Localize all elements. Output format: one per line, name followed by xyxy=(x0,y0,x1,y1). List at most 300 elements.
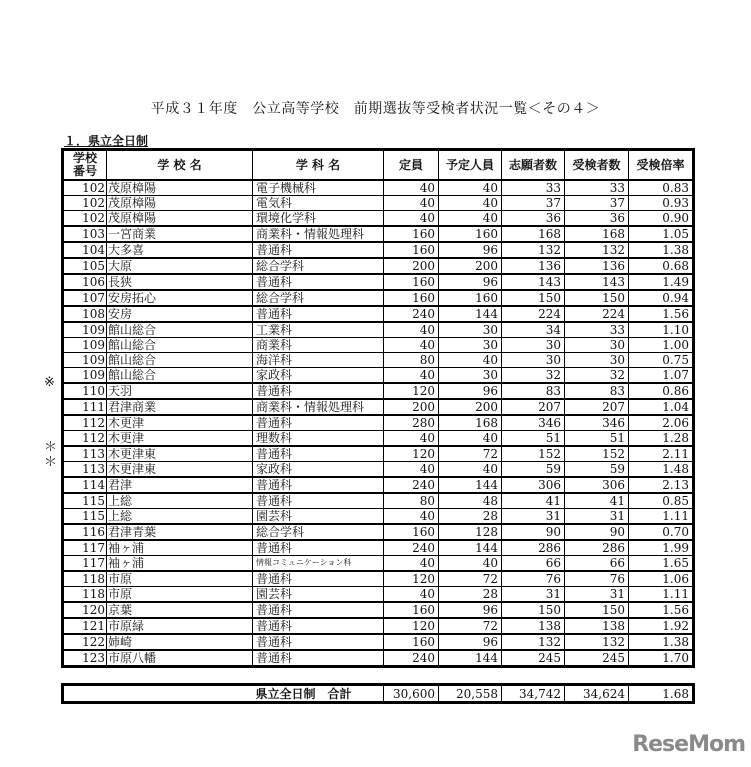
school-number-cell: 120 xyxy=(63,602,107,618)
school-name-cell: 君津 xyxy=(107,477,253,493)
examinees-cell: 31 xyxy=(565,509,629,525)
section-heading: １．県立全日制 xyxy=(64,134,149,148)
applicants-cell: 168 xyxy=(502,226,565,242)
planned-cell: 30 xyxy=(439,322,502,338)
planned-cell: 28 xyxy=(439,587,502,603)
examinees-cell: 76 xyxy=(565,571,629,587)
ratio-cell: 1.11 xyxy=(629,587,694,603)
applicants-cell: 138 xyxy=(502,618,565,634)
col-examinees: 受検者数 xyxy=(565,150,629,181)
school-number-cell: 114 xyxy=(63,477,107,493)
ratio-cell: 1.65 xyxy=(629,556,694,572)
department-cell: 家政科 xyxy=(253,368,384,384)
table-header xyxy=(63,150,694,181)
table-row xyxy=(63,399,694,415)
school-number-cell: 113 xyxy=(63,462,107,478)
ratio-cell: 1.99 xyxy=(629,540,694,556)
school-number-cell: 109 xyxy=(63,353,107,368)
capacity-cell: 40 xyxy=(384,322,439,338)
ratio-cell: 2.11 xyxy=(629,446,694,462)
capacity-cell: 40 xyxy=(384,368,439,384)
planned-cell: 30 xyxy=(439,368,502,384)
capacity-cell: 240 xyxy=(384,650,439,667)
table-row xyxy=(63,540,694,556)
planned-cell: 40 xyxy=(439,211,502,227)
capacity-cell: 120 xyxy=(384,383,439,399)
department-cell: 普通科 xyxy=(253,242,384,258)
applicants-cell: 30 xyxy=(502,353,565,368)
department-cell: 園芸科 xyxy=(253,587,384,603)
capacity-cell: 240 xyxy=(384,477,439,493)
applicants-cell: 34 xyxy=(502,322,565,338)
school-name-cell: 市原 xyxy=(107,571,253,587)
col-department: 学 科 名 xyxy=(253,150,384,181)
department-cell: 工業科 xyxy=(253,322,384,338)
examinees-cell: 83 xyxy=(565,383,629,399)
capacity-cell: 40 xyxy=(384,556,439,572)
department-cell: 総合学科 xyxy=(253,290,384,306)
capacity-cell: 40 xyxy=(384,196,439,211)
school-number-cell: 121 xyxy=(63,618,107,634)
col-planned: 予定人員 xyxy=(439,150,502,181)
examinees-cell: 32 xyxy=(565,368,629,384)
planned-cell: 40 xyxy=(439,556,502,572)
department-cell: 環境化学科 xyxy=(253,211,384,227)
table-row xyxy=(63,353,694,368)
capacity-cell: 240 xyxy=(384,306,439,322)
capacity-cell: 120 xyxy=(384,571,439,587)
school-name-cell: 京葉 xyxy=(107,602,253,618)
department-cell: 普通科 xyxy=(253,540,384,556)
department-cell: 普通科 xyxy=(253,446,384,462)
ratio-cell: 2.06 xyxy=(629,415,694,431)
total-label: 県立全日制 合計 xyxy=(253,685,384,703)
applicants-cell: 37 xyxy=(502,196,565,211)
applicants-cell: 90 xyxy=(502,524,565,540)
applicants-cell: 83 xyxy=(502,383,565,399)
ratio-cell: 1.07 xyxy=(629,368,694,384)
school-number-cell: 117 xyxy=(63,540,107,556)
ratio-cell: 2.13 xyxy=(629,477,694,493)
ratio-cell: 1.48 xyxy=(629,462,694,478)
examinees-cell: 143 xyxy=(565,274,629,290)
capacity-cell: 40 xyxy=(384,509,439,525)
examinees-cell: 30 xyxy=(565,353,629,368)
planned-cell: 144 xyxy=(439,540,502,556)
examinees-cell: 66 xyxy=(565,556,629,572)
department-cell: 普通科 xyxy=(253,493,384,509)
school-name-cell: 館山総合 xyxy=(107,353,253,368)
table-row xyxy=(63,650,694,667)
department-cell: 普通科 xyxy=(253,415,384,431)
applicants-cell: 33 xyxy=(502,180,565,196)
capacity-cell: 160 xyxy=(384,274,439,290)
school-number-cell: 105 xyxy=(63,258,107,274)
planned-cell: 96 xyxy=(439,634,502,650)
school-name-cell: 安房 xyxy=(107,306,253,322)
examinees-cell: 33 xyxy=(565,180,629,196)
applicants-cell: 36 xyxy=(502,211,565,227)
school-number-cell: 112 xyxy=(63,415,107,431)
ratio-cell: 1.38 xyxy=(629,242,694,258)
school-name-cell: 姉崎 xyxy=(107,634,253,650)
department-cell: 普通科 xyxy=(253,618,384,634)
table-row xyxy=(63,446,694,462)
school-number-cell: 111 xyxy=(63,399,107,415)
school-name-cell: 茂原樟陽 xyxy=(107,196,253,211)
examinees-cell: 30 xyxy=(565,338,629,353)
school-name-cell: 一宮商業 xyxy=(107,226,253,242)
school-name-cell: 木更津 xyxy=(107,431,253,447)
school-number-cell: 115 xyxy=(63,493,107,509)
school-name-cell: 木更津東 xyxy=(107,446,253,462)
ratio-cell: 0.86 xyxy=(629,383,694,399)
applicants-cell: 132 xyxy=(502,242,565,258)
total-capacity: 30,600 xyxy=(384,685,439,703)
department-cell: 園芸科 xyxy=(253,509,384,525)
department-cell: 普通科 xyxy=(253,602,384,618)
col-school-name: 学 校 名 xyxy=(107,150,253,181)
planned-cell: 200 xyxy=(439,399,502,415)
footnote-mark: ※ xyxy=(44,375,55,391)
ratio-cell: 1.92 xyxy=(629,618,694,634)
department-cell: 普通科 xyxy=(253,634,384,650)
examinees-cell: 152 xyxy=(565,446,629,462)
department-cell: 電子機械科 xyxy=(253,180,384,196)
col-applicants: 志願者数 xyxy=(502,150,565,181)
school-number-cell: 123 xyxy=(63,650,107,667)
planned-cell: 128 xyxy=(439,524,502,540)
ratio-cell: 1.11 xyxy=(629,509,694,525)
department-cell: 商業科・情報処理科 xyxy=(253,226,384,242)
page-title: 平成３１年度 公立高等学校 前期選抜等受検者状況一覧＜その４＞ xyxy=(150,101,601,117)
applicants-cell: 32 xyxy=(502,368,565,384)
planned-cell: 72 xyxy=(439,618,502,634)
school-name-cell: 木更津 xyxy=(107,415,253,431)
examinees-cell: 31 xyxy=(565,587,629,603)
capacity-cell: 40 xyxy=(384,587,439,603)
capacity-cell: 200 xyxy=(384,258,439,274)
table-row xyxy=(63,211,694,227)
capacity-cell: 240 xyxy=(384,540,439,556)
department-cell: 電気科 xyxy=(253,196,384,211)
table-row xyxy=(63,274,694,290)
school-number-cell: 102 xyxy=(63,211,107,227)
department-cell: 商業科 xyxy=(253,338,384,353)
planned-cell: 160 xyxy=(439,226,502,242)
ratio-cell: 0.94 xyxy=(629,290,694,306)
school-number-cell: 118 xyxy=(63,571,107,587)
capacity-cell: 40 xyxy=(384,462,439,478)
total-row xyxy=(63,685,694,703)
applicants-cell: 306 xyxy=(502,477,565,493)
total-planned: 20,558 xyxy=(439,685,502,703)
total-applicants: 34,742 xyxy=(502,685,565,703)
table-row xyxy=(63,415,694,431)
capacity-cell: 160 xyxy=(384,290,439,306)
school-name-cell: 天羽 xyxy=(107,383,253,399)
examinees-cell: 245 xyxy=(565,650,629,667)
col-ratio: 受検倍率 xyxy=(629,150,694,181)
school-name-cell: 館山総合 xyxy=(107,368,253,384)
capacity-cell: 120 xyxy=(384,446,439,462)
table-row xyxy=(63,306,694,322)
capacity-cell: 160 xyxy=(384,242,439,258)
examinees-cell: 346 xyxy=(565,415,629,431)
school-name-cell: 館山総合 xyxy=(107,338,253,353)
school-number-cell: 109 xyxy=(63,322,107,338)
applicants-cell: 30 xyxy=(502,338,565,353)
ratio-cell: 1.00 xyxy=(629,338,694,353)
examinees-cell: 41 xyxy=(565,493,629,509)
table-row xyxy=(63,493,694,509)
examinees-cell: 224 xyxy=(565,306,629,322)
table-row xyxy=(63,383,694,399)
department-cell: 普通科 xyxy=(253,383,384,399)
department-cell: 総合学科 xyxy=(253,524,384,540)
school-number-cell: 104 xyxy=(63,242,107,258)
examinees-cell: 168 xyxy=(565,226,629,242)
footnote-mark: ＊ xyxy=(44,439,58,455)
applicants-cell: 59 xyxy=(502,462,565,478)
table-row xyxy=(63,509,694,525)
applicants-cell: 31 xyxy=(502,587,565,603)
planned-cell: 40 xyxy=(439,462,502,478)
department-cell: 普通科 xyxy=(253,650,384,667)
school-number-cell: 103 xyxy=(63,226,107,242)
ratio-cell: 0.90 xyxy=(629,211,694,227)
total-ratio: 1.68 xyxy=(629,685,694,703)
resemom-logo: ReseMom xyxy=(632,732,745,757)
school-number-cell: 102 xyxy=(63,196,107,211)
school-number-cell: 112 xyxy=(63,431,107,447)
applicants-cell: 245 xyxy=(502,650,565,667)
department-cell: 家政科 xyxy=(253,462,384,478)
examinees-cell: 37 xyxy=(565,196,629,211)
ratio-cell: 1.10 xyxy=(629,322,694,338)
table-row xyxy=(63,258,694,274)
planned-cell: 30 xyxy=(439,338,502,353)
examinees-cell: 207 xyxy=(565,399,629,415)
table-row xyxy=(63,226,694,242)
col-capacity: 定員 xyxy=(384,150,439,181)
ratio-cell: 0.93 xyxy=(629,196,694,211)
planned-cell: 40 xyxy=(439,353,502,368)
applicants-cell: 51 xyxy=(502,431,565,447)
applicant-table xyxy=(61,148,695,668)
table-row xyxy=(63,587,694,603)
table-row xyxy=(63,322,694,338)
capacity-cell: 80 xyxy=(384,353,439,368)
school-number-cell: 115 xyxy=(63,509,107,525)
planned-cell: 168 xyxy=(439,415,502,431)
applicants-cell: 152 xyxy=(502,446,565,462)
applicants-cell: 66 xyxy=(502,556,565,572)
planned-cell: 72 xyxy=(439,571,502,587)
planned-cell: 48 xyxy=(439,493,502,509)
table-row xyxy=(63,368,694,384)
applicants-cell: 150 xyxy=(502,602,565,618)
total-table xyxy=(61,683,695,704)
capacity-cell: 160 xyxy=(384,524,439,540)
ratio-cell: 1.04 xyxy=(629,399,694,415)
school-number-cell: 102 xyxy=(63,180,107,196)
department-cell: 海洋科 xyxy=(253,353,384,368)
table-row xyxy=(63,618,694,634)
department-cell: 普通科 xyxy=(253,477,384,493)
capacity-cell: 40 xyxy=(384,431,439,447)
applicants-cell: 31 xyxy=(502,509,565,525)
school-number-cell: 107 xyxy=(63,290,107,306)
applicants-cell: 41 xyxy=(502,493,565,509)
ratio-cell: 1.05 xyxy=(629,226,694,242)
school-name-cell: 木更津東 xyxy=(107,462,253,478)
school-name-cell: 上総 xyxy=(107,493,253,509)
footnote-mark: ＊ xyxy=(44,454,58,470)
school-name-cell: 茂原樟陽 xyxy=(107,211,253,227)
school-name-cell: 市原八幡 xyxy=(107,650,253,667)
ratio-cell: 1.70 xyxy=(629,650,694,667)
capacity-cell: 160 xyxy=(384,602,439,618)
planned-cell: 144 xyxy=(439,306,502,322)
school-name-cell: 館山総合 xyxy=(107,322,253,338)
department-cell: 総合学科 xyxy=(253,258,384,274)
planned-cell: 96 xyxy=(439,602,502,618)
table-row xyxy=(63,462,694,478)
table-row xyxy=(63,556,694,572)
applicants-cell: 286 xyxy=(502,540,565,556)
school-name-cell: 市原緑 xyxy=(107,618,253,634)
applicants-cell: 143 xyxy=(502,274,565,290)
department-cell: 普通科 xyxy=(253,274,384,290)
planned-cell: 160 xyxy=(439,290,502,306)
school-name-cell: 大多喜 xyxy=(107,242,253,258)
total-examinees: 34,624 xyxy=(565,685,629,703)
total-blank xyxy=(63,685,253,703)
ratio-cell: 1.49 xyxy=(629,274,694,290)
school-number-cell: 118 xyxy=(63,587,107,603)
examinees-cell: 51 xyxy=(565,431,629,447)
school-number-cell: 109 xyxy=(63,368,107,384)
table-row xyxy=(63,524,694,540)
ratio-cell: 0.75 xyxy=(629,353,694,368)
department-cell: 普通科 xyxy=(253,571,384,587)
applicants-cell: 136 xyxy=(502,258,565,274)
ratio-cell: 0.70 xyxy=(629,524,694,540)
table-row xyxy=(63,180,694,196)
department-cell: 商業科・情報処理科 xyxy=(253,399,384,415)
examinees-cell: 132 xyxy=(565,634,629,650)
examinees-cell: 36 xyxy=(565,211,629,227)
planned-cell: 96 xyxy=(439,242,502,258)
applicants-cell: 76 xyxy=(502,571,565,587)
school-name-cell: 市原 xyxy=(107,587,253,603)
department-cell: 理数科 xyxy=(253,431,384,447)
school-name-cell: 大原 xyxy=(107,258,253,274)
school-name-cell: 君津青葉 xyxy=(107,524,253,540)
school-name-cell: 安房拓心 xyxy=(107,290,253,306)
capacity-cell: 120 xyxy=(384,618,439,634)
planned-cell: 40 xyxy=(439,180,502,196)
examinees-cell: 138 xyxy=(565,618,629,634)
planned-cell: 96 xyxy=(439,274,502,290)
capacity-cell: 80 xyxy=(384,493,439,509)
col-school-number: 学校 番号 xyxy=(63,150,107,181)
school-number-cell: 108 xyxy=(63,306,107,322)
school-number-cell: 110 xyxy=(63,383,107,399)
examinees-cell: 90 xyxy=(565,524,629,540)
ratio-cell: 1.06 xyxy=(629,571,694,587)
school-number-cell: 109 xyxy=(63,338,107,353)
table-row xyxy=(63,431,694,447)
capacity-cell: 200 xyxy=(384,399,439,415)
planned-cell: 144 xyxy=(439,477,502,493)
planned-cell: 72 xyxy=(439,446,502,462)
table-row xyxy=(63,290,694,306)
table-row xyxy=(63,634,694,650)
table-row xyxy=(63,338,694,353)
school-number-cell: 117 xyxy=(63,556,107,572)
ratio-cell: 1.56 xyxy=(629,602,694,618)
capacity-cell: 40 xyxy=(384,211,439,227)
ratio-cell: 0.68 xyxy=(629,258,694,274)
school-name-cell: 長狭 xyxy=(107,274,253,290)
department-cell: 普通科 xyxy=(253,306,384,322)
school-number-cell: 113 xyxy=(63,446,107,462)
table-row xyxy=(63,571,694,587)
capacity-cell: 280 xyxy=(384,415,439,431)
ratio-cell: 1.56 xyxy=(629,306,694,322)
ratio-cell: 1.38 xyxy=(629,634,694,650)
school-name-cell: 袖ヶ浦 xyxy=(107,556,253,572)
school-name-cell: 茂原樟陽 xyxy=(107,180,253,196)
examinees-cell: 33 xyxy=(565,322,629,338)
capacity-cell: 40 xyxy=(384,338,439,353)
examinees-cell: 150 xyxy=(565,290,629,306)
applicants-cell: 150 xyxy=(502,290,565,306)
planned-cell: 28 xyxy=(439,509,502,525)
applicants-cell: 207 xyxy=(502,399,565,415)
examinees-cell: 59 xyxy=(565,462,629,478)
school-name-cell: 君津商業 xyxy=(107,399,253,415)
examinees-cell: 136 xyxy=(565,258,629,274)
school-name-cell: 袖ヶ浦 xyxy=(107,540,253,556)
applicants-cell: 346 xyxy=(502,415,565,431)
table-row xyxy=(63,602,694,618)
planned-cell: 40 xyxy=(439,196,502,211)
examinees-cell: 286 xyxy=(565,540,629,556)
ratio-cell: 1.28 xyxy=(629,431,694,447)
capacity-cell: 160 xyxy=(384,634,439,650)
capacity-cell: 160 xyxy=(384,226,439,242)
ratio-cell: 0.85 xyxy=(629,493,694,509)
school-name-cell: 上総 xyxy=(107,509,253,525)
table-row xyxy=(63,242,694,258)
applicants-cell: 132 xyxy=(502,634,565,650)
department-cell: 情報コミュニケーション科 xyxy=(253,556,384,572)
applicants-cell: 224 xyxy=(502,306,565,322)
examinees-cell: 306 xyxy=(565,477,629,493)
planned-cell: 96 xyxy=(439,383,502,399)
planned-cell: 144 xyxy=(439,650,502,667)
table-row xyxy=(63,196,694,211)
school-number-cell: 106 xyxy=(63,274,107,290)
school-number-cell: 122 xyxy=(63,634,107,650)
examinees-cell: 150 xyxy=(565,602,629,618)
capacity-cell: 40 xyxy=(384,180,439,196)
school-number-cell: 116 xyxy=(63,524,107,540)
table-row xyxy=(63,477,694,493)
